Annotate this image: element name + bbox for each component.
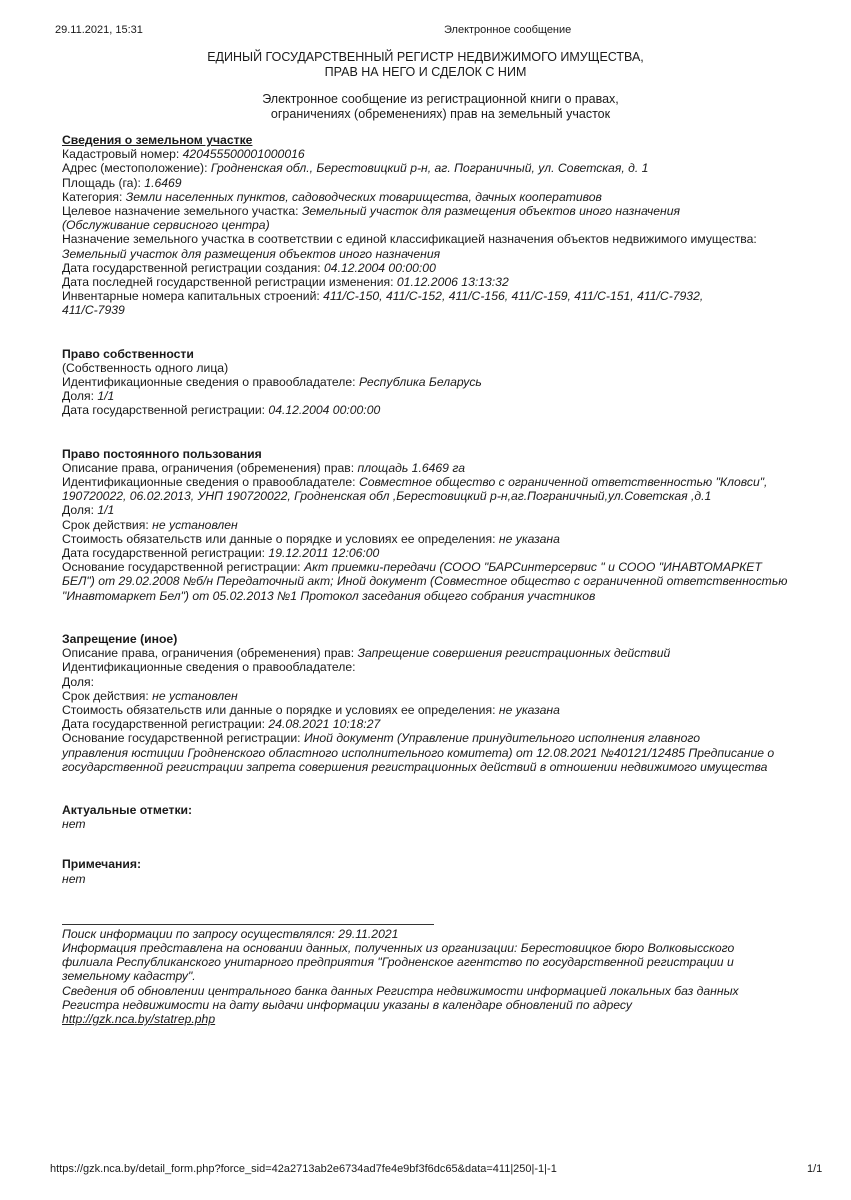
classifier-label: Назначение земельного участка в соответствии с единой классификацией назначения объектов недвижимого имущества: <box>62 232 757 247</box>
desc-row <box>62 646 822 660</box>
share-row <box>62 389 822 403</box>
field-label: Основание государственной регистрации: <box>62 731 304 746</box>
reg-date-row <box>62 546 822 560</box>
field-label: Доля: <box>62 503 98 518</box>
field-label: Дата государственной регистрации: <box>62 403 269 418</box>
basis-value-cont: "Инавтомаркет Бел") от 05.02.2013 №1 Протокол заседания общего собрания участников <box>62 588 596 603</box>
inventory-value: 411/С-150, 411/С-152, 411/С-156, 411/С-159, 411/С-151, 411/С-7932, <box>323 289 704 304</box>
category-row <box>62 190 822 204</box>
ownership-kind: (Собственность одного лица) <box>62 360 229 375</box>
field-label: Стоимость обязательств или данные о порядке и условиях ее определения: <box>62 531 499 546</box>
search-date: Поиск информации по запросу осуществлялся: 29.11.2021 <box>62 926 399 941</box>
basis-row <box>62 731 822 745</box>
cadastral-number-row <box>62 147 822 161</box>
field-label: Дата государственной регистрации: <box>62 546 269 561</box>
address-row <box>62 161 822 175</box>
print-datetime: 29.11.2021, 15:31 <box>55 24 143 36</box>
field-label: Дата государственной регистрации создания: <box>62 260 325 275</box>
term-row <box>62 518 822 532</box>
category-value: Земли населенных пунктов, садоводческих товарищества, дачных кооперативов <box>125 189 602 204</box>
update-info: Сведения об обновлении центрального банка данных Регистра недвижимости информацией локальных баз данных <box>62 983 739 998</box>
share-value: 1/1 <box>97 503 115 518</box>
field-label: Описание права, ограничения (обременения) прав: <box>62 646 358 661</box>
holder-value: Совместное общество с ограниченной ответственностью "Кловси", <box>358 475 768 490</box>
page-number: 1/1 <box>807 1163 823 1175</box>
field-label: Площадь (га): <box>62 175 145 190</box>
land-section <box>62 133 822 318</box>
field-label: Дата государственной регистрации: <box>62 717 269 732</box>
section-heading: Сведения о земельном участке <box>62 133 253 147</box>
purpose-value: Земельный участок для размещения объектов иного назначения <box>301 204 681 219</box>
created-date-row <box>62 261 822 275</box>
field-label: Описание права, ограничения (обременения) прав: <box>62 460 358 475</box>
field-label: Срок действия: <box>62 517 153 532</box>
cost-value: не указана <box>498 531 560 546</box>
cost-row <box>62 703 822 717</box>
source-info: Информация представлена на основании данных, полученных из организации: Берестовицкое бюро Волковысского <box>62 940 735 955</box>
purpose-value-cont: (Обслуживание сервисного центра) <box>62 218 270 233</box>
cadastral-number: 420455500001000016 <box>182 147 305 162</box>
notes-value: нет <box>62 871 86 886</box>
field-label: Категория: <box>62 189 126 204</box>
prohibition-section <box>62 632 822 774</box>
source-info: филиала Республиканского унитарного предприятия "Гродненское агентство по государственной регистрации и <box>62 955 734 970</box>
created-date: 04.12.2004 00:00:00 <box>324 260 436 275</box>
reg-date-row <box>62 717 822 731</box>
page-url: https://gzk.nca.by/detail_form.php?force_sid=42a2713ab2e6734ad7fe4e9bf3f6dc65&data=411|250|-1|-1 <box>50 1163 557 1175</box>
notes-section <box>62 857 822 885</box>
registry-subtitle-line: ограничениях (обременениях) прав на земельный участок <box>270 107 611 121</box>
inventory-row <box>62 289 822 303</box>
actual-marks-value: нет <box>62 817 86 832</box>
holder-row <box>62 375 822 389</box>
area-value: 1.6469 <box>144 175 182 190</box>
term-value: не установлен <box>152 517 238 532</box>
classifier-value: Земельный участок для размещения объектов иного назначения <box>62 246 441 261</box>
field-label: Идентификационные сведения о правообладателе: <box>62 475 359 490</box>
section-heading: Примечания: <box>62 857 142 872</box>
field-label: Срок действия: <box>62 688 153 703</box>
field-label: Доля: <box>62 389 98 404</box>
inventory-value-cont: 411/С-7939 <box>62 303 125 318</box>
document-type: Электронное сообщение <box>444 24 572 36</box>
holder-label: Идентификационные сведения о правообладателе: <box>62 660 356 675</box>
term-row <box>62 689 822 703</box>
field-label: Инвентарные номера капитальных строений: <box>62 289 324 304</box>
field-label: Адрес (местоположение): <box>62 161 211 176</box>
field-label: Идентификационные сведения о правообладателе: <box>62 375 359 390</box>
changed-date-row <box>62 275 822 289</box>
desc-row <box>62 461 822 475</box>
registry-title <box>0 50 851 80</box>
reg-date-row <box>62 403 822 417</box>
address-value: Гродненская обл., Берестовицкий р-н, аг. Пограничный, ул. Советская, д. 1 <box>210 161 649 176</box>
holder-value-cont: 190720022, 06.02.2013, УНП 190720022, Гродненская обл ,Берестовицкий р-н,аг.Пограничный,ул.Советская ,д.1 <box>62 489 712 504</box>
cost-value: не указана <box>498 702 560 717</box>
actual-marks-section <box>62 803 822 831</box>
section-heading: Право постоянного пользования <box>62 446 262 461</box>
field-label: Кадастровый номер: <box>62 147 183 162</box>
section-heading: Запрещение (иное) <box>62 631 178 646</box>
ownership-section <box>62 347 822 418</box>
field-label: Дата последней государственной регистрации изменения: <box>62 275 397 290</box>
term-value: не установлен <box>152 688 238 703</box>
cost-row <box>62 532 822 546</box>
reg-date: 19.12.2011 12:06:00 <box>268 546 380 561</box>
reg-date: 24.08.2021 10:18:27 <box>268 717 381 732</box>
basis-value: Акт приемки-передачи (СООО "БАРСинтерсервис " и СООО "ИНАВТОМАРКЕТ <box>303 560 762 575</box>
section-heading: Актуальные отметки: <box>62 802 193 817</box>
registry-subtitle <box>0 92 851 122</box>
field-label: Целевое назначение земельного участка: <box>62 204 302 219</box>
source-info: земельному кадастру". <box>62 969 196 984</box>
basis-value-cont: управления юстиции Гродненского областного исполнительного комитета) от 12.08.2021 №40121/12485 Предписание о <box>62 745 775 760</box>
registry-subtitle-line: Электронное сообщение из регистрационной книги о правах, <box>262 92 619 106</box>
statrep-link[interactable]: http://gzk.nca.by/statrep.php <box>62 1011 216 1026</box>
changed-date: 01.12.2006 13:13:32 <box>396 275 509 290</box>
update-info: Регистра недвижимости на дату выдачи информации указаны в календаре обновлений по адресу <box>62 997 632 1012</box>
holder-value: Республика Беларусь <box>358 375 482 390</box>
basis-row <box>62 560 822 574</box>
section-heading: Право собственности <box>62 346 194 361</box>
desc-value: площадь 1.6469 га <box>357 460 465 475</box>
footer-divider <box>62 924 434 925</box>
basis-value-cont: БЕЛ") от 29.02.2008 №б/н Передаточный акт; Иной документ (Совместное общество с ограниченной ответственностью <box>62 574 788 589</box>
basis-value-cont: государственной регистрации запрета совершения регистрационных действий в отношении недвижимого имущества <box>62 759 768 774</box>
field-label: Основание государственной регистрации: <box>62 560 304 575</box>
basis-value: Иной документ (Управление принудительного исполнения главного <box>303 731 701 746</box>
share-value: 1/1 <box>97 389 115 404</box>
footer-notes <box>62 927 822 1026</box>
field-label: Стоимость обязательств или данные о порядке и условиях ее определения: <box>62 702 499 717</box>
holder-row <box>62 475 822 489</box>
reg-date: 04.12.2004 00:00:00 <box>268 403 381 418</box>
permanent-use-section <box>62 447 822 603</box>
share-row <box>62 503 822 517</box>
registry-title-line: ПРАВ НА НЕГО И СДЕЛОК С НИМ <box>324 65 527 79</box>
document-body <box>62 133 822 1026</box>
desc-value: Запрещение совершения регистрационных действий <box>357 646 671 661</box>
area-row <box>62 176 822 190</box>
registry-title-line: ЕДИНЫЙ ГОСУДАРСТВЕННЫЙ РЕГИСТР НЕДВИЖИМОГО ИМУЩЕСТВА, <box>207 50 644 64</box>
share-label: Доля: <box>62 674 94 689</box>
purpose-row <box>62 204 822 218</box>
